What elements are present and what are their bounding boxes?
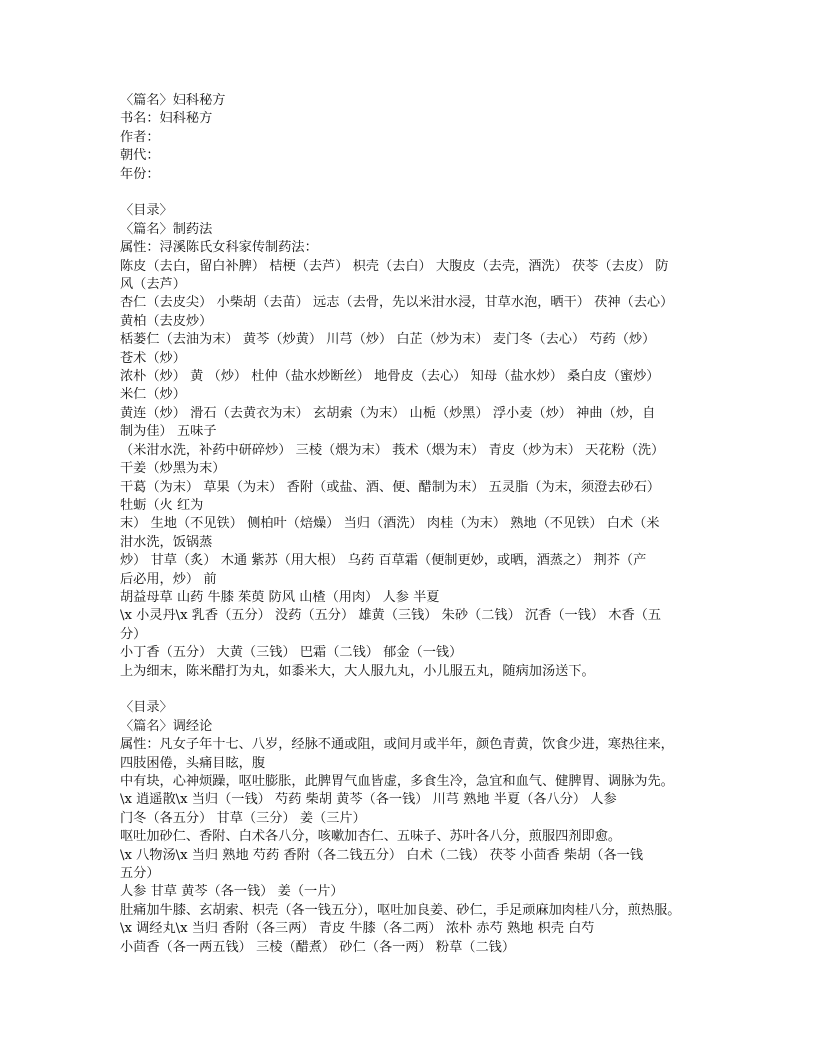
text-line: \x 调经丸\x 当归 香附（各三两） 青皮 牛膝（各二两） 浓朴 赤芍 熟地 枳壳 白芍 <box>120 921 595 937</box>
text-line: \x 八物汤\x 当归 熟地 芍药 香附（各二钱五分） 白术（二钱） 茯苓 小茴香 柴胡（各一钱 <box>120 847 644 863</box>
document-page <box>120 92 700 957</box>
text-line: 栝蒌仁（去油为末） 黄芩（炒黄） 川芎（炒） 白芷（炒为末） 麦门冬（去心） 芍药（炒） <box>120 332 656 348</box>
text-line: 黄柏（去皮炒） <box>120 313 213 329</box>
text-line: 杏仁（去皮尖） 小柴胡（去苗） 远志（去骨，先以米泔水浸，甘草水泡，晒干） 茯神（去心） <box>120 295 674 311</box>
dynasty: 朝代： <box>120 148 160 164</box>
text-line: 胡益母草 山药 牛膝 茱萸 防风 山楂（用肉） 人参 半夏 <box>120 589 440 605</box>
section-zhiyaofa <box>120 202 700 681</box>
text-line: 干葛（为末） 草果（为末） 香附（或盐、酒、便、醋制为末） 五灵脂（为末，须澄去砂石） <box>120 479 661 495</box>
text-line: 属性：浔溪陈氏女科家传制药法： <box>120 240 318 256</box>
text-line: 泔水洗，饭锅蒸 <box>120 534 213 550</box>
text-line: 干姜（炒黑为末） <box>120 461 226 477</box>
section-title: 〈篇名〉制药法 <box>120 221 213 237</box>
text-line: 小丁香（五分） 大黄（三钱） 巴霜（二钱） 郁金（一钱） <box>120 645 463 661</box>
text-line: 末） 生地（不见铁） 侧柏叶（焙燥） 当归（酒洗） 肉桂（为末） 熟地（不见铁） 白术（米 <box>120 516 660 532</box>
text-line: 五分） <box>120 866 160 882</box>
text-line: 属性：凡女子年十七、八岁，经脉不通或阻，或间月或半年，颜色青黄，饮食少进，寒热往来， <box>120 737 674 753</box>
document-header <box>120 92 700 184</box>
spacer <box>120 184 700 202</box>
text-line: （米泔水洗，补药中研碎炒） 三棱（煨为末） 莪术（煨为末） 青皮（炒为末） 天花粉（洗） <box>120 442 665 458</box>
text-line: 米仁（炒） <box>120 387 186 403</box>
text-line: 上为细末，陈米醋打为丸，如黍米大，大人服九丸，小儿服五丸，随病加汤送下。 <box>120 663 595 679</box>
spacer <box>120 681 700 699</box>
text-line: 牡蛎（火 红为 <box>120 497 204 513</box>
section-title: 〈篇名〉调经论 <box>120 718 213 734</box>
text-line: \x 逍遥散\x 当归（一钱） 芍药 柴胡 黄芩（各一钱） 川芎 熟地 半夏（各八分） 人参 <box>120 792 617 808</box>
text-line: 门冬（各五分） 甘草（三分） 姜（三片） <box>120 810 366 826</box>
text-line: 风（去芦） <box>120 277 186 293</box>
text-line: 陈皮（去白，留白补脾） 桔梗（去芦） 枳壳（去白） 大腹皮（去壳，酒洗） 茯苓（去皮） 防 <box>120 258 669 274</box>
text-line: 中有块，心神烦躁，呕吐膨胀，此脾胃气血皆虚，多食生冷，急宜和血气、健脾胃、调脉为先。 <box>120 774 674 789</box>
text-line: 呕吐加砂仁、香附、白术各八分，咳嗽加杏仁、五味子、苏叶各八分，煎服四剂即愈。 <box>120 829 622 845</box>
text-line: 四肢困倦，头痛目眩，腹 <box>120 755 266 771</box>
toc-marker: 〈目录〉 <box>120 203 173 219</box>
text-line: 小茴香（各一两五钱） 三棱（醋煮） 砂仁（各一两） 粉草（二钱） <box>120 939 516 955</box>
author: 作者： <box>120 129 160 145</box>
year: 年份： <box>120 166 160 182</box>
text-line: 肚痛加牛膝、玄胡索、枳壳（各一钱五分），呕吐加良姜、砂仁，手足顽麻加肉桂八分，煎热服。 <box>120 902 681 918</box>
text-line: 分） <box>120 626 147 642</box>
chapter-title: 〈篇名〉妇科秘方 <box>120 93 226 108</box>
text-line: 黄连（炒） 滑石（去黄衣为末） 玄胡索（为末） 山栀（炒黑） 浮小麦（炒） 神曲（炒，自 <box>120 405 656 421</box>
text-line: \x 小灵丹\x 乳香（五分） 没药（五分） 雄黄（三钱） 朱砂（二钱） 沉香（一钱） 木香（五 <box>120 608 662 624</box>
text-line: 炒） 甘草（炙） 木通 紫苏（用大根） 乌药 百草霜（便制更妙，或晒，酒蒸之） 荆芥（产 <box>120 553 647 569</box>
text-line: 苍术（炒） <box>120 350 186 366</box>
text-line: 后必用，炒） 前 <box>120 571 217 587</box>
text-line: 人参 甘草 黄芩（各一钱） 姜（一片） <box>120 884 344 900</box>
text-line: 浓朴（炒） 黄 （炒） 杜仲（盐水炒断丝） 地骨皮（去心） 知母（盐水炒） 桑白皮（蜜炒） <box>120 369 660 385</box>
text-line: 制为佳） 五味子 <box>120 424 217 440</box>
toc-marker: 〈目录〉 <box>120 700 173 716</box>
book-name: 书名：妇科秘方 <box>120 111 213 127</box>
section-tiaojinglun <box>120 699 700 957</box>
